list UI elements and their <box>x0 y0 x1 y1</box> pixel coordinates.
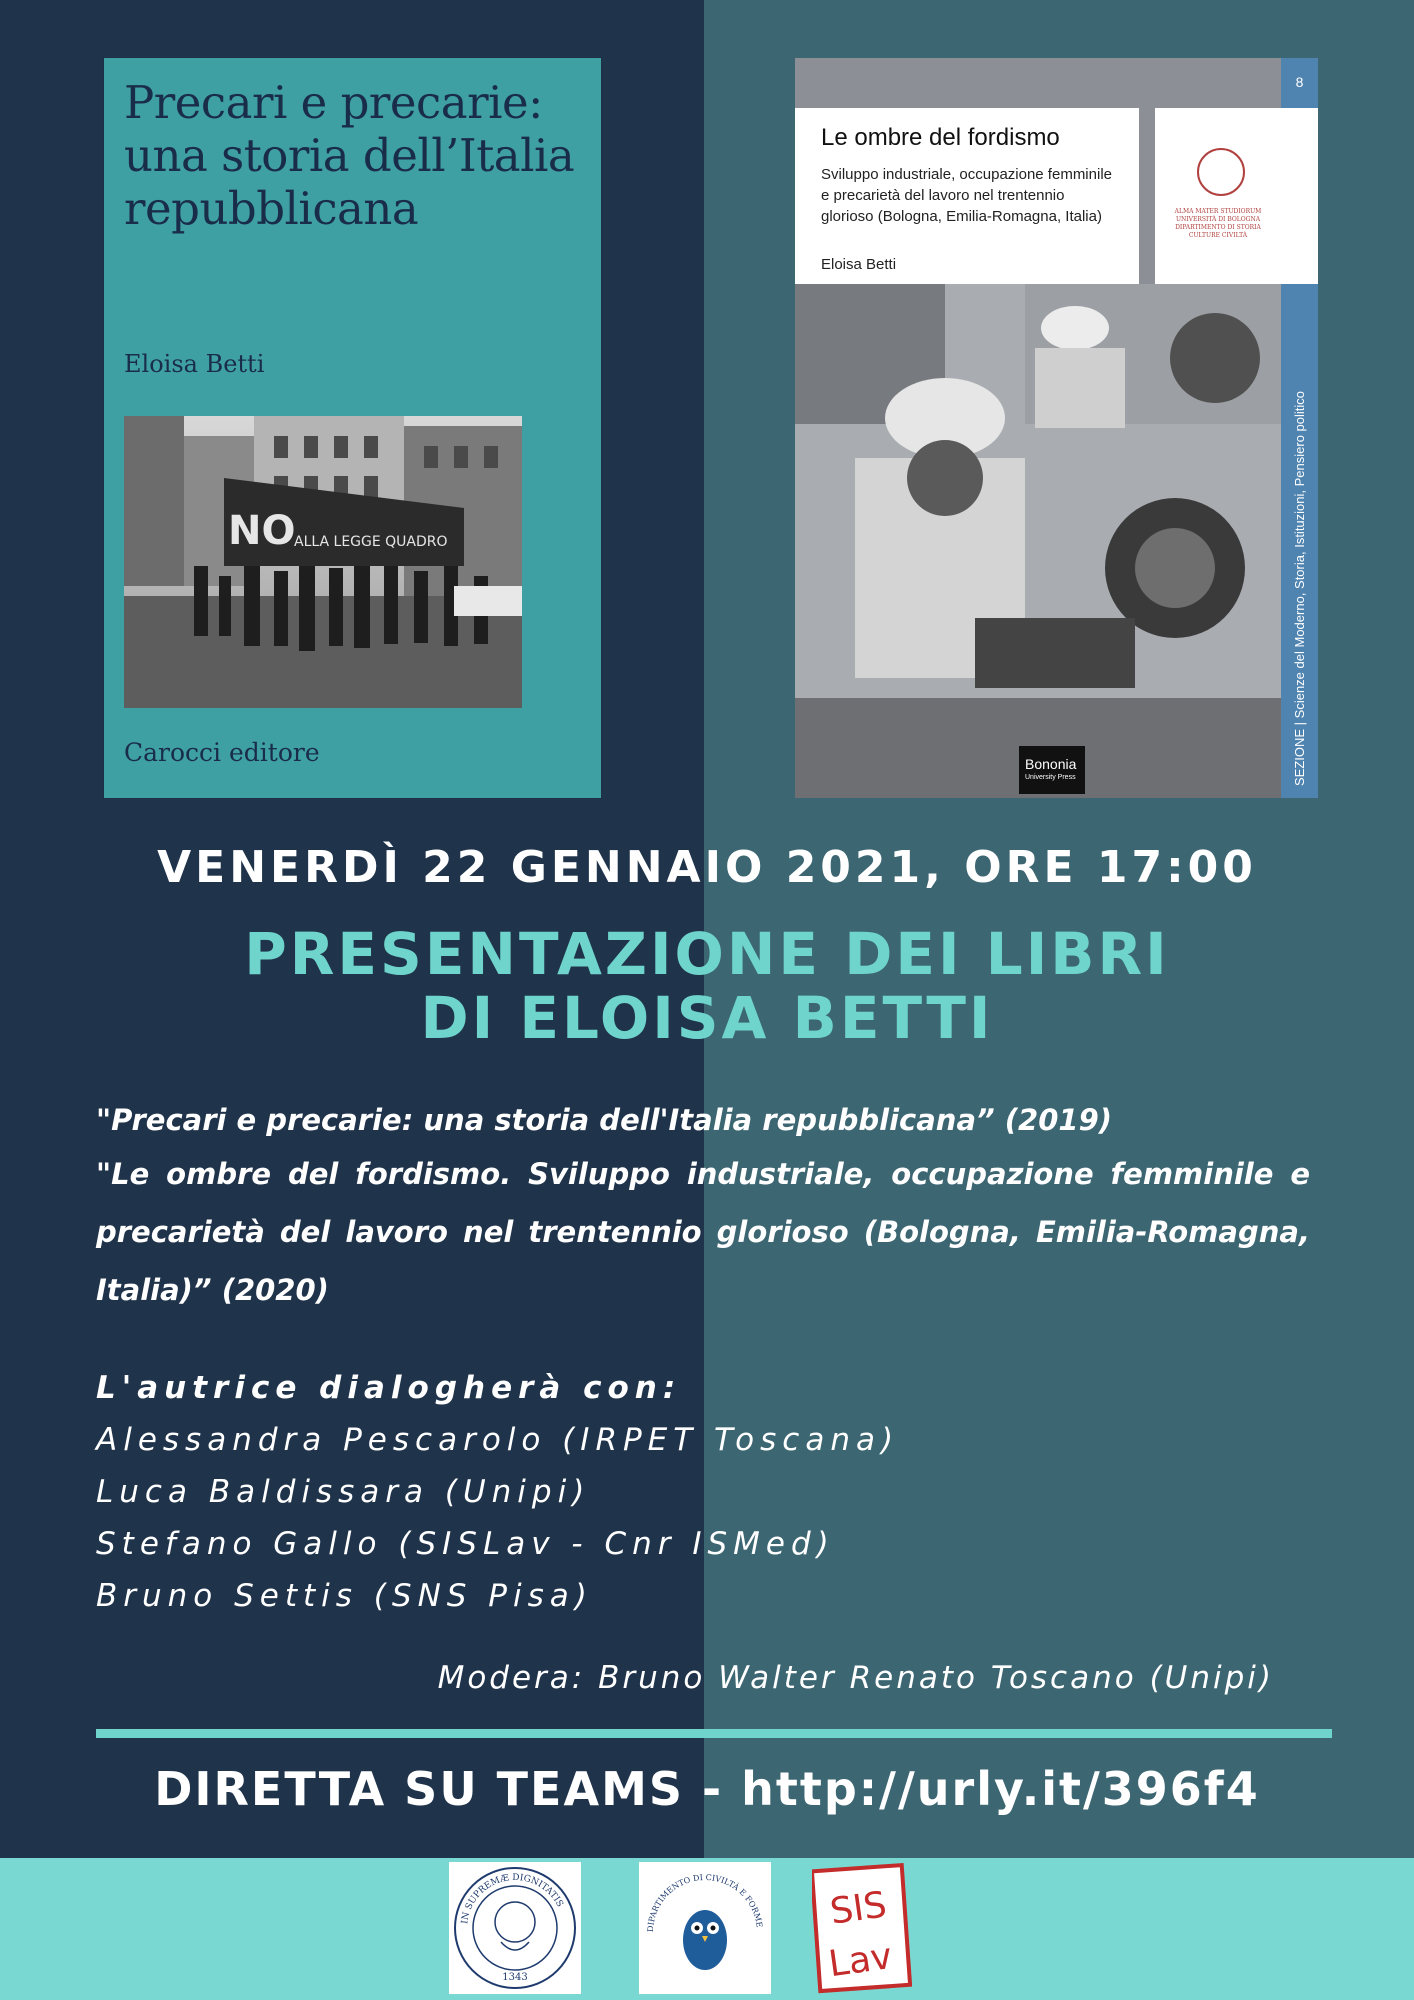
book2-university-logo <box>1155 108 1281 284</box>
unipi-motto: IN SUPREMÆ DIGNITATIS <box>460 1872 565 1925</box>
book-cover-ombre-fordismo <box>795 58 1318 798</box>
divider-rule <box>96 1729 1332 1738</box>
banner-legge-text: ALLA LEGGE QUADRO <box>294 534 448 550</box>
books-list <box>96 1095 1310 1319</box>
book2-publisher-name: Bononia <box>1025 756 1077 772</box>
book1-author: Eloisa Betti <box>124 350 265 378</box>
book-cover-precari <box>104 58 601 798</box>
sislav-top-text: SIS <box>827 1884 890 1933</box>
event-title-line1: PRESENTAZIONE DEI LIBRI <box>244 920 1170 988</box>
book2-publisher-logo <box>1019 746 1085 794</box>
book2-series-text: SEZIONE | Scienze del Moderno, Storia, Istituzioni, Pensiero politico <box>1292 390 1307 786</box>
speakers-section <box>96 1362 899 1622</box>
speaker-item: Stefano Gallo (SISLav - Cnr ISMed) <box>96 1526 835 1562</box>
book1-title: Precari e precarie: una storia dell’Italia repubblicana <box>124 76 575 235</box>
speaker-item: Bruno Settis (SNS Pisa) <box>96 1578 593 1614</box>
book2-title: Le ombre del fordismo <box>821 124 1060 151</box>
moderator-line: Modera: Bruno Walter Renato Toscano (Unipi) <box>437 1660 1274 1696</box>
books-list-item-1: "Precari e precarie: una storia dell'Italia repubblicana” (2019) <box>96 1103 1113 1137</box>
speakers-heading: L'autrice dialogherà con: <box>96 1370 682 1406</box>
book2-series-number: 8 <box>1295 74 1304 90</box>
event-title <box>0 922 1414 1050</box>
dipartimento-owl-logo <box>639 1862 771 1994</box>
book1-protest-photo <box>124 416 522 708</box>
book1-publisher: Carocci editore <box>124 738 320 767</box>
university-seal-icon <box>1197 148 1245 196</box>
book2-author: Eloisa Betti <box>821 256 897 273</box>
banner-no-text: NO <box>228 508 296 554</box>
svg-text:IN SUPREMÆ DIGNITATIS <box>460 1873 564 1924</box>
speaker-item: Alessandra Pescarolo (IRPET Toscana) <box>96 1422 900 1458</box>
sislav-bottom-text: Lav <box>826 1935 895 1986</box>
unipi-year: 1343 <box>502 1972 528 1983</box>
sislav-logo <box>812 1862 912 1994</box>
book2-subtitle: Sviluppo industriale, occupazione femminile e precarietà del lavoro nel trentennio glorioso (Bologna, Emilia-Romagna, Italia) <box>821 166 1112 225</box>
book2-university-text: ALMA MATER STUDIORUM UNIVERSITÀ DI BOLOGNA DIPARTIMENTO DI STORIA CULTURE CIVILTÀ <box>1174 208 1262 239</box>
book2-title-box <box>795 108 1139 284</box>
speaker-item: Luca Baldissara (Unipi) <box>96 1474 591 1510</box>
dipartimento-text: DIPARTIMENTO DI CIVILTÀ E FORME <box>645 1872 764 1933</box>
unipi-logo <box>449 1862 581 1994</box>
event-title-line2: DI ELOISA BETTI <box>420 984 994 1052</box>
book2-publisher-sub: University Press <box>1025 774 1076 781</box>
stream-link-line: DIRETTA SU TEAMS - http://urly.it/396f4 <box>154 1762 1260 1816</box>
books-list-item-2: "Le ombre del fordismo. Sviluppo industriale, occupazione femminile e precarietà del lavoro nel trentennio glorioso (Bologna, Emilia-Romagna, Italia)” (2020) <box>96 1157 1310 1307</box>
event-date: VENERDÌ 22 GENNAIO 2021, ORE 17:00 <box>157 842 1257 893</box>
